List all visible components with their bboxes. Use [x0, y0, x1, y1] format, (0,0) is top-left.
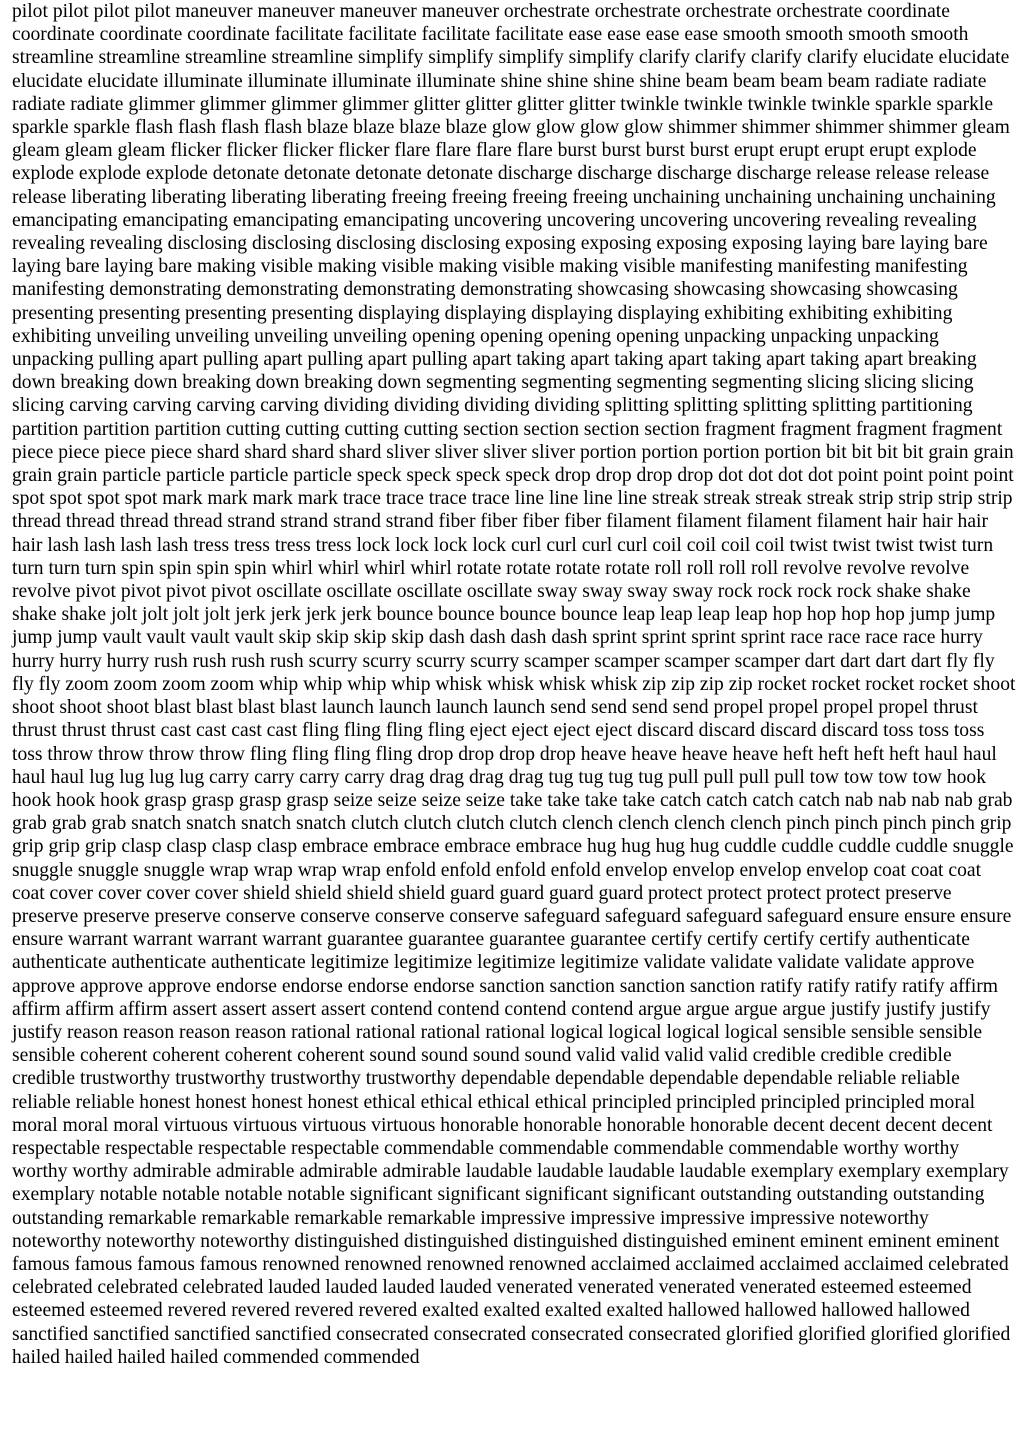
- body-text: pilot pilot pilot pilot maneuver maneuver maneuver maneuver orchestrate orchestrate orchestrate orchestrate coordinate coordinate coordinate coordinate facilitate facilitate facilitate facilitate ease ease ease ease smooth smooth smooth smooth streamline streamline streamline streamline simplify simplify simplify simplify clarify clarify clarify clarify elucidate elucidate elucidate elucidate illuminate illuminate illuminate illuminate shine shine shine shine beam beam beam beam radiate radiate radiate radiate glimmer glimmer glimmer glimmer glitter glitter glitter glitter twinkle twinkle twinkle twinkle sparkle sparkle sparkle sparkle flash flash flash flash blaze blaze blaze blaze glow glow glow glow shimmer shimmer shimmer shimmer gleam gleam gleam gleam flicker flicker flicker flicker flare flare flare flare burst burst burst burst erupt erupt erupt erupt explode explode explode explode detonate detonate detonate detonate discharge discharge discharge discharge release release release release liberating liberating liberating liberating freeing freeing freeing freeing unchaining unchaining unchaining unchaining emancipating emancipating emancipating emancipating uncovering uncovering uncovering uncovering revealing revealing revealing revealing disclosing disclosing disclosing disclosing exposing exposing exposing exposing laying bare laying bare laying bare laying bare making visible making visible making visible making visible manifesting manifesting manifesting manifesting demonstrating demonstrating demonstrating demonstrating showcasing showcasing showcasing showcasing presenting presenting presenting presenting displaying displaying displaying displaying exhibiting exhibiting exhibiting exhibiting unveiling unveiling unveiling unveiling opening opening opening opening unpacking unpacking unpacking unpacking pulling apart pulling apart pulling apart pulling apart taking apart taking apart taking apart taking apart breaking down breaking down breaking down breaking down segmenting segmenting segmenting segmenting slicing slicing slicing slicing carving carving carving carving dividing dividing dividing dividing splitting splitting splitting splitting partitioning partition partition partition cutting cutting cutting cutting section section section section fragment fragment fragment fragment piece piece piece piece shard shard shard shard sliver sliver sliver sliver portion portion portion portion bit bit bit bit grain grain grain grain particle particle particle particle speck speck speck speck drop drop drop drop dot dot dot dot point point point point spot spot spot spot mark mark mark mark trace trace trace trace line line line line streak streak streak streak strip strip strip strip thread thread thread thread strand strand strand strand fiber fiber fiber fiber filament filament filament filament hair hair hair hair lash lash lash lash tress tress tress tress lock lock lock lock curl curl curl curl coil coil coil coil twist twist twist twist turn turn turn turn spin spin spin spin whirl whirl whirl whirl rotate rotate rotate rotate roll roll roll roll revolve revolve revolve revolve pivot pivot pivot pivot oscillate oscillate oscillate oscillate sway sway sway sway rock rock rock rock shake shake shake shake jolt jolt jolt jolt jerk jerk jerk jerk bounce bounce bounce bounce leap leap leap leap hop hop hop hop jump jump jump jump vault vault vault vault skip skip skip skip dash dash dash dash sprint sprint sprint sprint race race race race hurry hurry hurry hurry rush rush rush rush scurry scurry scurry scurry scamper scamper scamper scamper dart dart dart dart fly fly fly fly zoom zoom zoom zoom whip whip whip whip whisk whisk whisk whisk zip zip zip zip rocket rocket rocket rocket shoot shoot shoot shoot blast blast blast blast launch launch launch launch send send send send propel propel propel propel thrust thrust thrust thrust cast cast cast cast fling fling fling fling eject eject eject eject discard discard discard discard toss toss toss toss throw throw throw throw fling fling fling fling drop drop drop drop heave heave heave heave heft heft heft heft haul haul haul haul lug lug lug lug carry carry carry carry drag drag drag drag tug tug tug tug pull pull pull pull tow tow tow tow hook hook hook hook grasp grasp grasp grasp seize seize seize seize take take take take catch catch catch catch nab nab nab nab grab grab grab grab snatch snatch snatch snatch clutch clutch clutch clutch clench clench clench clench pinch pinch pinch pinch grip grip grip grip clasp clasp clasp clasp embrace embrace embrace embrace hug hug hug hug cuddle cuddle cuddle cuddle snuggle snuggle snuggle snuggle wrap wrap wrap wrap enfold enfold enfold enfold envelop envelop envelop envelop coat coat coat coat cover cover cover cover shield shield shield shield guard guard guard guard protect protect protect protect preserve preserve preserve preserve conserve conserve conserve conserve safeguard safeguard safeguard safeguard ensure ensure ensure ensure warrant warrant warrant warrant guarantee guarantee guarantee guarantee certify certify certify certify authenticate authenticate authenticate authenticate legitimize legitimize legitimize legitimize validate validate validate validate approve approve approve approve endorse endorse endorse endorse sanction sanction sanction sanction ratify ratify ratify ratify affirm affirm affirm affirm assert assert assert assert contend contend contend contend argue argue argue argue justify justify justify justify reason reason reason reason rational rational rational rational logical logical logical logical sensible sensible sensible sensible coherent coherent coherent coherent sound sound sound sound valid valid valid valid credible credible credible credible trustworthy trustworthy trustworthy trustworthy dependable dependable dependable dependable reliable reliable reliable reliable honest honest honest honest ethical ethical ethical ethical principled principled principled principled moral moral moral moral virtuous virtuous virtuous virtuous honorable honorable honorable honorable decent decent decent decent respectable respectable respectable respectable commendable commendable commendable commendable worthy worthy worthy worthy admirable admirable admirable admirable laudable laudable laudable laudable exemplary exemplary exemplary exemplary notable notable notable notable significant significant significant significant outstanding outstanding outstanding outstanding remarkable remarkable remarkable remarkable impressive impressive impressive impressive noteworthy noteworthy noteworthy noteworthy distinguished distinguished distinguished distinguished eminent eminent eminent eminent famous famous famous famous renowned renowned renowned renowned acclaimed acclaimed acclaimed acclaimed celebrated celebrated celebrated celebrated lauded lauded lauded lauded venerated venerated venerated venerated esteemed esteemed esteemed esteemed revered revered revered revered exalted exalted exalted exalted hallowed hallowed hallowed hallowed sanctified sanctified sanctified sanctified consecrated consecrated consecrated consecrated glorified glorified glorified glorified hailed hailed hailed hailed commended commended: [12, 1, 1016, 1368]
